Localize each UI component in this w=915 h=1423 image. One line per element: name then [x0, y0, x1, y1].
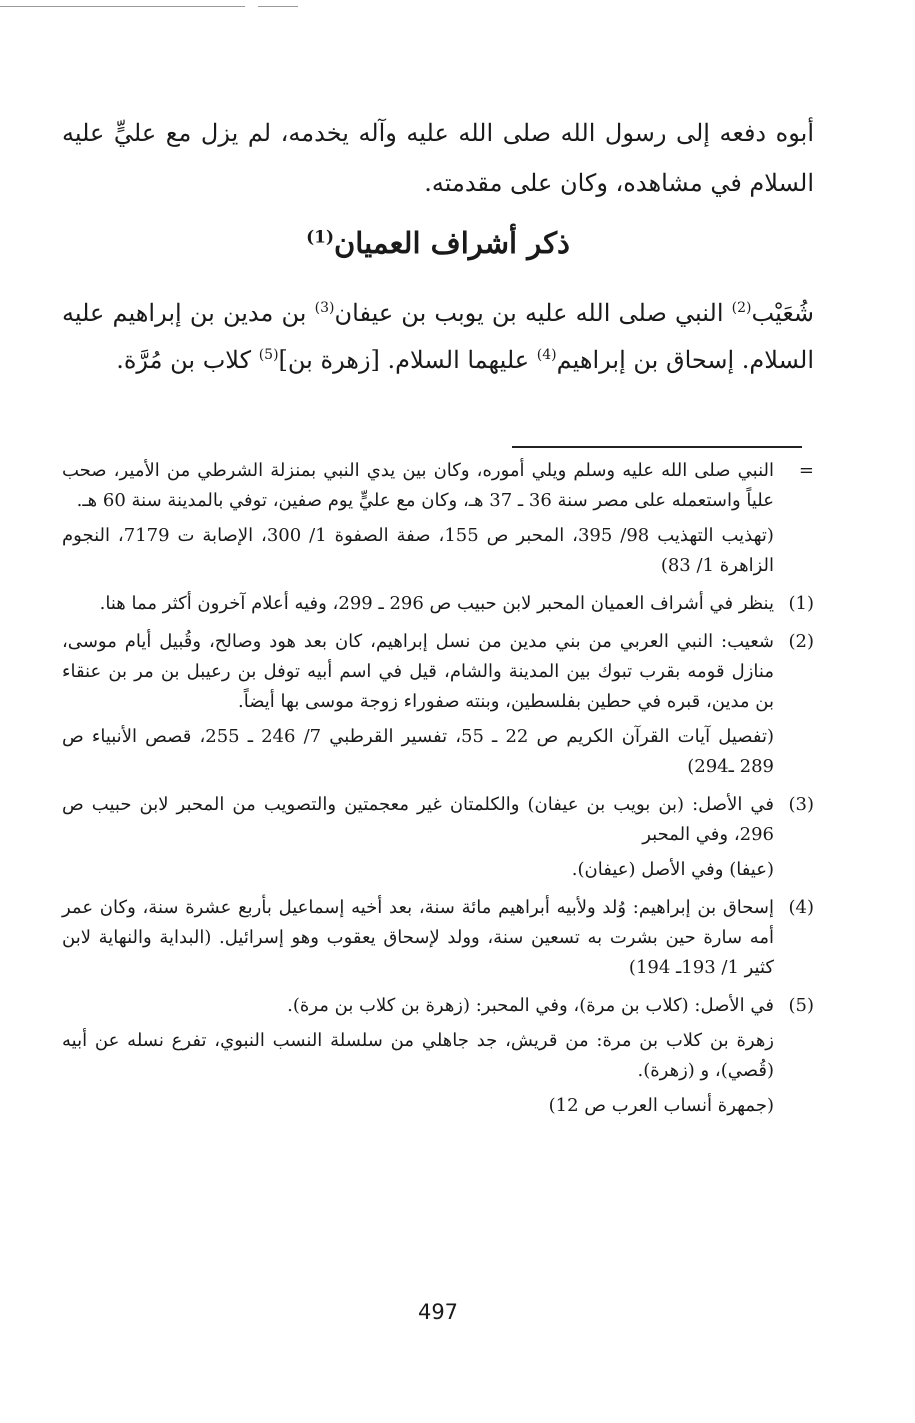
footnote-source: (جمهرة أنساب العرب ص 12) [548, 1095, 774, 1116]
footnote-text: في الأصل: (بن بويب بن عيفان) والكلمتان غير معجمتين والتصويب من المحبر لابن حبيب ص 296، وفي المحبر [62, 794, 774, 845]
page [62, 0, 814, 1423]
entries-paragraph [62, 290, 814, 384]
footnote-text-continued: زهرة بن كلاب بن مرة: من قريش، جد جاهلي من سلسلة النسب النبوي، تفرع نسله عن أبيه (قُصي)، و (زهرة). [62, 1030, 774, 1081]
footnote-divider [512, 446, 802, 448]
note-ref-4: (4) [536, 347, 557, 363]
footnote-text: شعيب: النبي العربي من بني مدين من نسل إبراهيم، كان بعد هود وصالح، وقُبيل أيام موسى، منازل قومه بقرب تبوك بين المدينة والشام، قيل في اسم أبيه توفل بن رعيبل بن مر بن عنقاء بن مدين، قبره في حطين بفلسطين، وبنته صفوراء زوجة موسى بها أيضاً. [62, 631, 774, 712]
footnote-mark: (1) [788, 593, 814, 614]
note-ref-3: (3) [314, 300, 335, 316]
page-number: 497 [417, 1300, 459, 1324]
footnote-text: ينظر في أشراف العميان المحبر لابن حبيب ص 296 ـ 299، وفيه أعلام آخرون أكثر مما هنا. [99, 593, 774, 614]
footnote-3 [62, 790, 814, 885]
footnote-mark: (5) [788, 995, 814, 1016]
entry-text-3: عليهما السلام. [زهرة بن] [278, 346, 537, 374]
footnote-text: إسحاق بن إبراهيم: وُلد ولأبيه أبراهيم مائة سنة، بعد أخيه إسماعيل بأربع عشرة سنة، وكان عمر أمه سارة حين بشرت به تسعين سنة، وولد لإسحاق يعقوب وهو إسرائيل. (البداية والنهاية لابن كثير 1/ 193ـ 194) [62, 897, 774, 978]
footnote-1 [62, 589, 814, 619]
footnote-text: في الأصل: (كلاب بن مرة)، وفي المحبر: (زهرة بن كلاب بن مرة). [287, 995, 774, 1016]
footnote-4 [62, 893, 814, 983]
footnote-5 [62, 991, 814, 1121]
heading-text: ذكر أشراف العميان [334, 226, 570, 260]
note-ref-5: (5) [258, 347, 279, 363]
note-ref-2: (2) [731, 300, 752, 316]
entry-text-2: بن مدين بن إبراهيم عليه السلام. إسحاق بن إبراهيم [62, 299, 814, 374]
footnotes-list [62, 456, 814, 1129]
footnote-mark: (2) [788, 631, 814, 652]
entry-text-4: كلاب بن مُرَّة. [116, 346, 259, 374]
entry-text-1: النبي صلى الله عليه بن يوبب بن عيفان [334, 299, 732, 327]
footnote-source: (تفصيل آيات القرآن الكريم ص 22 ـ 55، تفسير القرطبي 7/ 246 ـ 255، قصص الأنبياء ص 289 ـ294) [62, 726, 774, 777]
footnote-continued [62, 456, 814, 581]
footnote-mark: (4) [788, 897, 814, 918]
body-paragraph: أبوه دفعه إلى رسول الله صلى الله عليه وآله يخدمه، لم يزل مع عليٍّ عليه السلام في مشاهده، وكان على مقدمته. [62, 119, 814, 197]
footnote-mark: (3) [788, 794, 814, 815]
heading-note-ref: (1) [306, 227, 334, 248]
section-heading [62, 226, 814, 260]
footnote-mark: = [798, 460, 814, 481]
footnote-2 [62, 627, 814, 782]
footnote-text-continued: (عيفا) وفي الأصل (عيفان). [571, 859, 774, 880]
entry-shuayb: شُعَيْب [751, 299, 815, 327]
footnote-text: النبي صلى الله عليه وسلم ويلي أموره، وكان بين يدي النبي بمنزلة الشرطي من الأمير، صحب علياً واستعمله على مصر سنة 36 ـ 37 هـ، وكان مع عليٍّ يوم صفين، توفي بالمدينة سنة 60 هـ. [62, 460, 774, 511]
footnote-source: (تهذيب التهذيب 98/ 395، المحبر ص 155، صفة الصفوة 1/ 300، الإصابة ت 7179، النجوم الزاهرة 1/ 83) [62, 525, 774, 576]
